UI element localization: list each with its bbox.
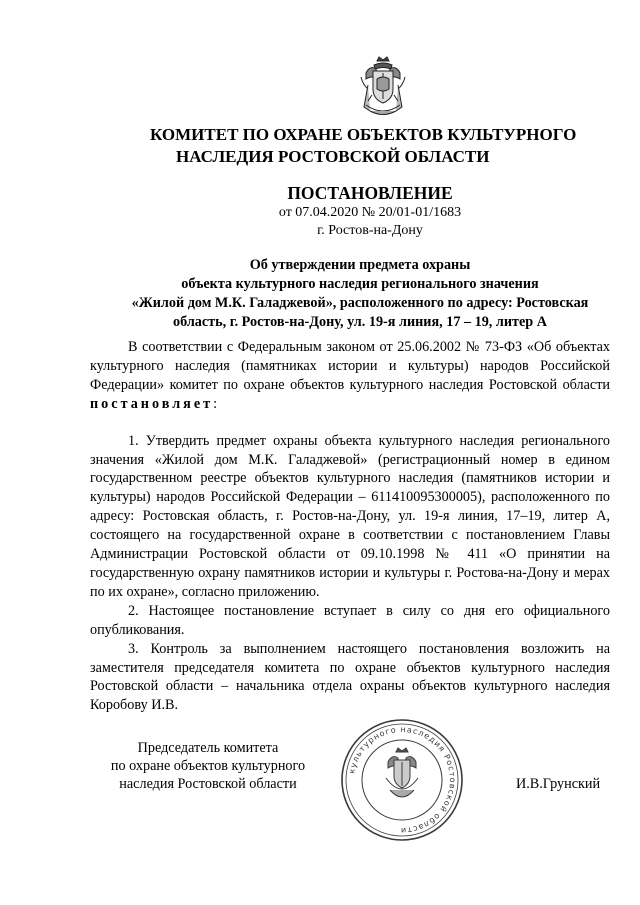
subject-line4: область, г. Ростов-на-Дону, ул. 19-я линия, 17 – 19, литер А <box>172 314 547 330</box>
preamble-paragraph <box>90 338 610 414</box>
document-subject <box>80 256 640 332</box>
item-3-paragraph: 3. Контроль за выполнением настоящего постановления возложить на заместителя председателя комитета по охране объектов культурного наследия Ростовской области – начальника отдела охраны объектов культурного наследия Коробову И.В. <box>90 640 610 714</box>
committee-name-line1: КОМИТЕТ ПО ОХРАНЕ ОБЪЕКТОВ КУЛЬТУРНОГО <box>150 125 577 144</box>
coat-of-arms-icon <box>358 55 408 119</box>
subject-line2: объекта культурного наследия регионального значения <box>181 276 539 292</box>
signatory-position-line2: по охране объектов культурного <box>110 758 306 774</box>
signatory-position-line1: Председатель комитета <box>137 740 279 756</box>
item-2-paragraph: 2. Настоящее постановление вступает в силу со дня его официального опубликования. <box>90 602 610 638</box>
preamble-text: В соответствии с Федеральным законом от 25.06.2002 № 73-ФЗ «Об объектах культурного наследия (памятниках истории и культуры) народов Российской Федерации» комитет по охране объектов культурного наследия Ростовской области <box>90 339 610 393</box>
signatory-position-line3: наследия Ростовской области <box>119 776 297 792</box>
document-body <box>90 338 610 715</box>
decree-colon: : <box>213 395 218 412</box>
document-title-block <box>250 182 490 240</box>
signatory-name: И.В.Грунский <box>516 776 601 792</box>
subject-line1: Об утверждении предмета охраны <box>249 257 471 273</box>
committee-name <box>150 124 590 168</box>
seal-text: культурного наследия Ростовской области <box>347 724 458 836</box>
committee-name-line2: НАСЛЕДИЯ РОСТОВСКОЙ ОБЛАСТИ <box>176 147 490 166</box>
subject-line3: «Жилой дом М.К. Галаджевой», расположенного по адресу: Ростовская <box>131 295 589 311</box>
item-1-paragraph: 1. Утвердить предмет охраны объекта культурного наследия регионального значения «Жилой дом М.К. Галаджевой» (регистрационный номер в едином государственном реестре объектов культурного наследия (памятников истории и культуры) народов Российской Федерации – 611410095300005), расположенного по адресу: Ростовская область, г. Ростов-на-Дону, ул. 19-я линия, 17–19, литер А, состоящего на государственной охране в соответствии с постановлением Главы Администрации Ростовской области от 09.10.1998 № 411 «О принятии на государственную охрану памятников истории и культуры г. Ростова-на-Дону и мерах по их охране», согласно приложению. <box>90 432 610 600</box>
official-seal-icon <box>340 718 464 842</box>
document-type: ПОСТАНОВЛЕНИЕ <box>287 183 453 203</box>
document-date-number: от 07.04.2020 № 20/01-01/1683 <box>278 205 462 220</box>
decree-word: постановляет <box>90 395 214 412</box>
document-city: г. Ростов-на-Дону <box>317 223 423 238</box>
signatory-position <box>88 739 328 793</box>
